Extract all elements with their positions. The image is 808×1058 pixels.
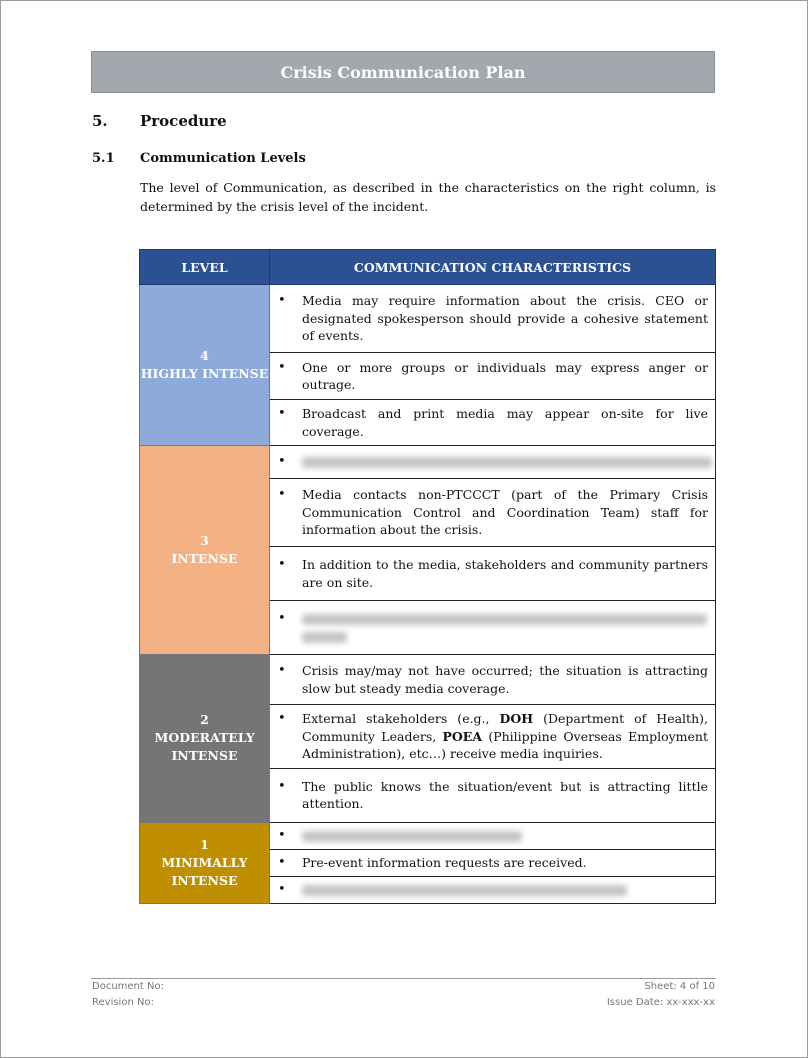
subsection-title: Communication Levels [140,151,306,166]
footer-divider [91,978,716,979]
bullet-icon: • [278,827,286,843]
characteristic-cell [270,446,716,479]
level-number: 1 [200,836,209,852]
section-title: Procedure [140,112,227,130]
characteristic-cell [270,655,716,705]
document-title: Crisis Communication Plan [280,62,526,82]
redacted-text [302,831,522,842]
characteristic-text: Pre-event information requests are received. [302,854,587,870]
table-header-row [140,250,716,285]
document-title-bar [91,51,715,93]
bullet-icon: • [278,663,286,678]
table-row [140,655,716,705]
characteristic-cell [270,285,716,353]
table-row [140,822,716,849]
characteristic-text: The public knows the situation/event but is attracting little attention. [302,778,708,811]
level-name: INTENSE [171,551,238,566]
characteristic-text: Crisis may/may not have occurred; the situation is attracting slow but steady media coverage. [302,663,708,696]
communication-levels-table [139,249,716,904]
level-number: 2 [200,712,209,728]
characteristic-cell [270,601,716,655]
redacted-text [302,457,712,468]
doh-abbreviation: DOH [499,711,534,726]
characteristic-cell [270,479,716,547]
characteristic-cell [270,822,716,849]
section-number: 5. [92,112,108,130]
characteristic-cell [270,353,716,400]
characteristic-cell [270,400,716,446]
level-column-header: LEVEL [140,250,270,285]
level-name: MODERATELY INTENSE [154,730,255,764]
bullet-icon: • [278,487,286,503]
bullet-icon: • [278,778,286,794]
sheet-number: Sheet: 4 of 10 [644,981,715,992]
characteristic-text: In addition to the media, stakeholders and community partners are on site. [302,557,708,590]
characteristic-cell [270,849,716,876]
characteristic-text: One or more groups or individuals may express anger or outrage. [302,359,708,392]
bullet-icon: • [278,611,286,626]
bullet-icon: • [278,406,286,421]
bullet-icon: • [278,454,286,470]
characteristic-cell [270,768,716,822]
level-cell-1 [140,822,270,903]
bullet-icon: • [278,359,286,375]
characteristic-text: External stakeholders (e.g., DOH (Department of Health), Community Leaders, POEA (Philippine Overseas Employment Administration), etc…) receive media inquiries. [302,711,708,761]
characteristic-text: Broadcast and print media may appear on-site for live coverage. [302,406,708,439]
characteristics-column-header: COMMUNICATION CHARACTERISTICS [270,250,716,285]
poea-abbreviation: POEA [442,728,483,744]
redacted-text [302,885,627,896]
bullet-icon: • [278,293,286,309]
characteristic-cell [270,547,716,601]
characteristic-cell [270,876,716,903]
level-name: MINIMALLY INTENSE [161,854,248,888]
table-row [140,446,716,479]
level-cell-3 [140,446,270,655]
subsection-number: 5.1 [92,151,115,166]
redacted-text [302,632,347,643]
bullet-icon: • [278,881,286,897]
characteristic-cell [270,705,716,769]
intro-paragraph: The level of Communication, as described in the characteristics on the right column, is determined by the crisis level of the incident. [140,180,716,214]
level-number: 4 [200,348,209,363]
level-name: HIGHLY INTENSE [140,366,269,381]
revision-number-label: Revision No: [92,997,154,1008]
level-number: 3 [200,533,209,548]
redacted-text [302,614,707,625]
bullet-icon: • [278,711,286,726]
level-cell-4 [140,285,270,446]
document-number-label: Document No: [92,981,164,992]
table-row [140,285,716,353]
issue-date: Issue Date: xx-xxx-xx [606,997,715,1008]
bullet-icon: • [278,557,286,572]
characteristic-text: Media may require information about the crisis. CEO or designated spokesperson should provide a cohesive statement of events. [302,293,708,344]
level-cell-2 [140,655,270,823]
bullet-icon: • [278,854,286,870]
characteristic-text: Media contacts non-PTCCCT (part of the Primary Crisis Communication Control and Coordination Team) staff for information about the crisis. [302,487,708,538]
